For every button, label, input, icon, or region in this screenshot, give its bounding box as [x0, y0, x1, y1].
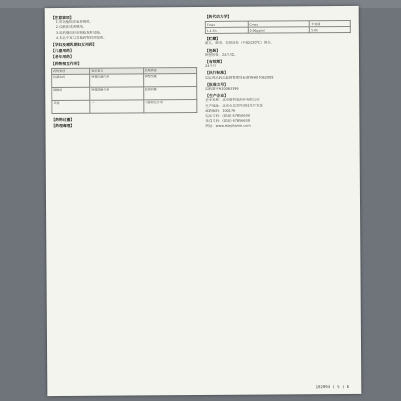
- standard-text: 国家食品药品监督管理局标准YBH07062009: [205, 75, 274, 80]
- package-insert-sheet: [45, 6, 362, 396]
- caution-item: 2.过敏体质者慎用。: [55, 25, 87, 30]
- manufacturer-line: 企业名称：北京斯利安药业有限公司: [205, 98, 260, 103]
- table-cell: 抗凝血药: [52, 74, 90, 87]
- manufacturer-line: 网址：www.islephanm.com: [205, 124, 251, 129]
- table-header: 半衰期: [310, 21, 351, 27]
- manufacturer-line: 邮政编码：100176: [205, 108, 236, 113]
- table-cell: 1-1.5h: [205, 27, 248, 33]
- table-header: 处理措施: [143, 67, 196, 73]
- caution-item: 4.本品不宜与其他药物同时服用。: [55, 35, 107, 40]
- manufacturer-line: 生产地址：北京市北京经济技术开发区: [205, 103, 263, 108]
- section-title-storage: 【贮藏】: [204, 36, 221, 42]
- section-title-package: 【包装】: [204, 47, 221, 53]
- table-cell: 降糖药: [52, 87, 90, 100]
- section-title-pregnancy: 【孕妇及哺乳期妇女用药】: [50, 41, 97, 48]
- table-cell: 可能相互作用: [143, 99, 197, 112]
- approval-text: 国药准字H20083399: [205, 86, 239, 92]
- section-title-elderly: 【老年用药】: [50, 54, 74, 60]
- pk-table: [205, 20, 351, 34]
- table-cell: 调整剂量: [143, 73, 197, 86]
- table-cell: 监测血糖: [143, 86, 197, 99]
- table-cell: 5.6h: [310, 27, 351, 33]
- table-cell: 其他: [52, 100, 90, 113]
- document-code: 102094 ( 5 ) E: [315, 383, 350, 390]
- table-cell: —: [90, 100, 143, 113]
- section-title-pk: 【药代动力学】: [204, 13, 232, 19]
- section-title-validity: 【有效期】: [205, 58, 225, 64]
- left-column: [51, 13, 202, 388]
- section-title-children: 【儿童用药】: [50, 48, 74, 54]
- table-header: Tmax: [205, 21, 248, 27]
- table-cell: 增强降糖作用: [90, 87, 143, 100]
- section-title-interaction: 【药物相互作用】: [51, 60, 82, 66]
- right-column: [204, 12, 356, 390]
- table-header: 药物类别: [52, 68, 90, 74]
- section-title-manufacturer: 【生产企业】: [205, 93, 229, 99]
- interaction-table: [51, 67, 197, 114]
- manufacturer-line: 传真号码：(010) 67856639: [205, 118, 250, 124]
- section-title-overdose: 【药物过量】: [51, 116, 75, 122]
- caution-item: 1.肝功能损害患者慎用。: [55, 19, 93, 25]
- validity-text: 24个月: [205, 64, 217, 69]
- caution-item: 3.用药期间应定期检查肝功能。: [55, 30, 104, 35]
- storage-text: 遮光，密闭，在阴凉处（不超过20℃）保存。: [204, 40, 275, 46]
- manufacturer-line: 电话号码：(010) 67856639: [205, 113, 250, 119]
- table-cell: 0.96μg/ml: [248, 27, 310, 33]
- table-header: 临床意义: [90, 68, 143, 74]
- table-cell: 增强抗凝作用: [90, 74, 143, 87]
- section-title-approval: 【批准文号】: [205, 81, 228, 87]
- section-title-pharmacology: 【药理毒理】: [51, 122, 75, 129]
- table-header: Cmax: [248, 21, 310, 27]
- package-text: 铝塑包装，24片/盒。: [204, 52, 238, 57]
- section-title-caution: 【注意事项】: [50, 14, 74, 21]
- section-title-standard: 【执行标准】: [205, 70, 228, 76]
